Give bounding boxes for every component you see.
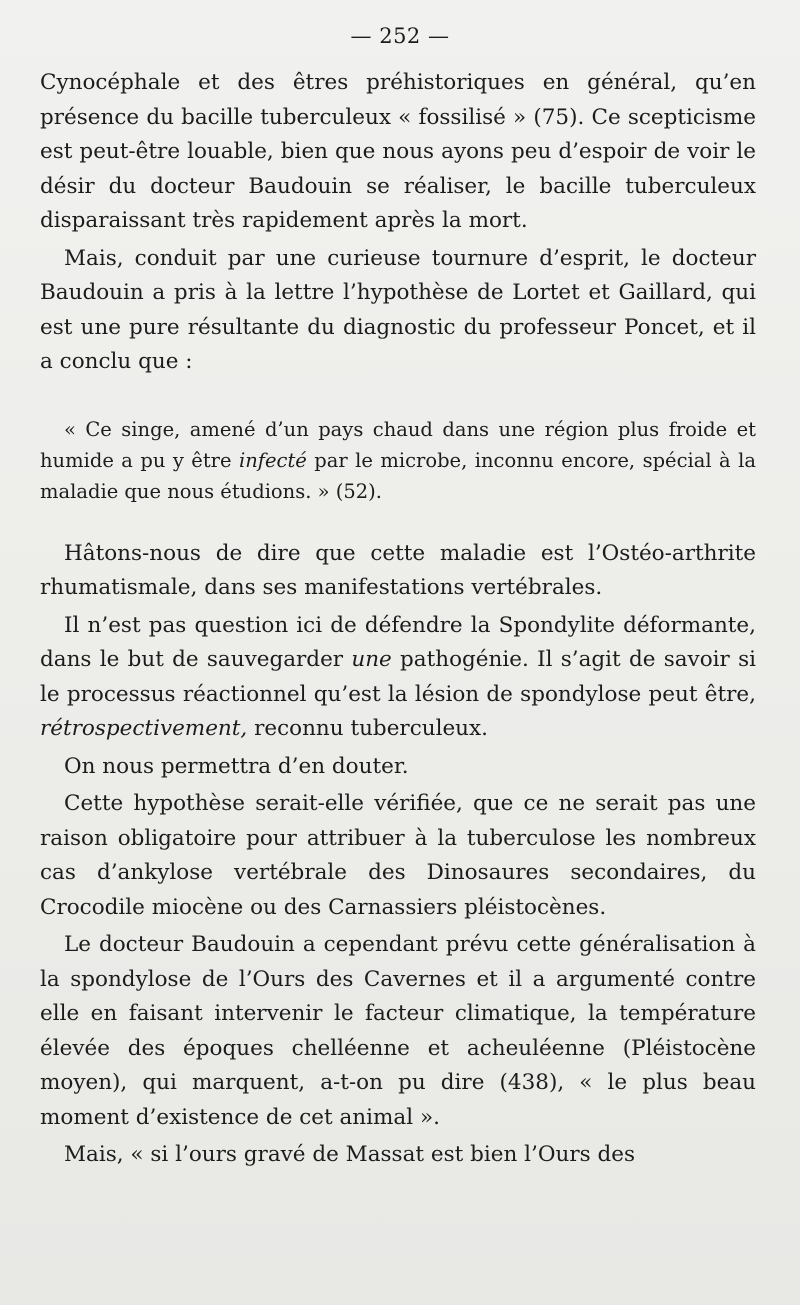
text-run: par le microbe, inconnu encore, spécial à la maladie que nous étudions. » (52). [40,448,756,503]
intro-paragraphs [40,66,756,380]
text-run: pathogénie. Il s’agit de savoir si le processus réactionnel qu’est la lésion de spondylose peut être, [40,647,756,707]
paragraph [40,537,756,606]
text-run: Cette hypothèse serait-elle vérifiée, que ce ne serait pas une raison obligatoire pour attribuer à la tuberculose les nombreux cas d’ankylose vertébrale des Dinosaures secondaires, du Crocodile miocène ou des Carnassiers pléistocènes. [40,791,756,920]
text-block [40,66,756,1173]
block-quote [40,414,756,507]
page-number: — 252 — [350,24,450,48]
italic-text: une [351,647,392,672]
text-run: reconnu tuberculeux. [247,716,488,741]
paragraph [40,1138,756,1173]
text-run: On nous permettra d’en douter. [64,753,409,779]
paragraph [40,242,756,380]
text-run: Il n’est pas question ici de défendre la Spondylite déformante, dans le but de sauvegarder [40,612,756,672]
text-run: Mais, « si l’ours gravé de Massat est bien l’Ours des [64,1142,635,1167]
text-run: Hâtons-nous de dire que cette maladie est l’Ostéo-arthrite rhumatismale, dans ses manifestations vertébrales. [40,540,756,600]
text-run: « Ce singe, amené d’un pays chaud dans une région plus froide et humide a pu y être [40,417,756,472]
paragraph [40,609,756,747]
paragraph [40,750,756,785]
text-run: Le docteur Baudouin a cependant prévu cette généralisation à la spondylose de l’Ours des Cavernes et il a argumenté contre elle en faisant intervenir le facteur climatique, la température élevée des époques chelléenne et acheuléenne (Pléistocène moyen), qui marquent, a-t-on pu dire (438), « le plus beau moment d’existence de cet animal ». [40,932,756,1130]
italic-text: rétrospectivement, [40,716,248,741]
italic-text: infecté [238,448,307,472]
text-run: Cynocéphale et des êtres préhistoriques en général, qu’en présence du bacille tuberculeux « fossilisé » (75). Ce scepticisme est peut-être louable, bien que nous ayons peu d’espoir de voir le désir du docteur Baudouin se réaliser, le bacille tuberculeux disparaissant très rapidement après la mort. [40,70,756,233]
body-paragraphs [40,537,756,1173]
paragraph [40,787,756,925]
paragraph [40,66,756,239]
paragraph [40,928,756,1135]
text-run: Mais, conduit par une curieuse tournure d’esprit, le docteur Baudouin a pris à la lettre l’hypothèse de Lortet et Gaillard, qui est une pure résultante du diagnostic du professeur Poncet, et il a conclu que : [40,245,756,374]
